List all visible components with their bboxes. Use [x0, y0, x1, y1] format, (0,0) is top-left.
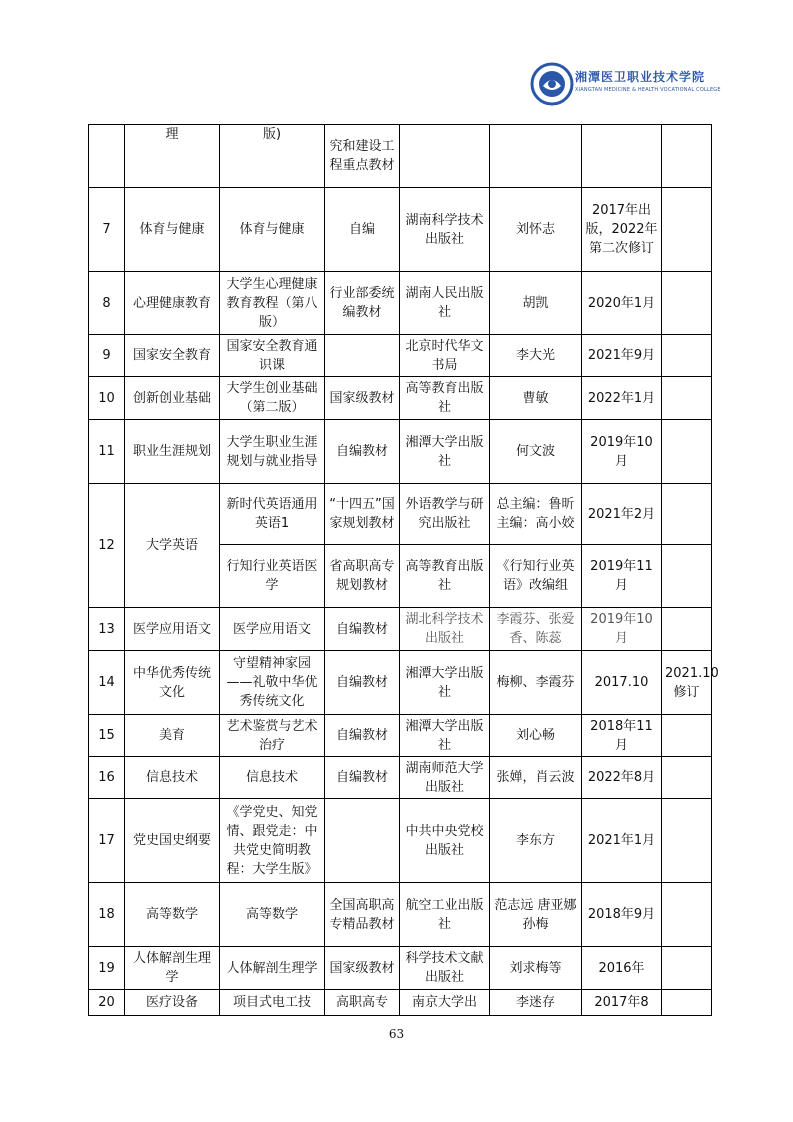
row-number: 10 — [89, 377, 125, 420]
textbook-type: 自编 — [325, 188, 400, 272]
publish-date: 2018年11月 — [582, 715, 662, 757]
note — [662, 545, 712, 608]
publish-date: 2021年2月 — [582, 484, 662, 545]
publish-date — [582, 125, 662, 188]
publish-date: 2021年1月 — [582, 799, 662, 883]
table-row — [89, 608, 712, 651]
row-number: 14 — [89, 651, 125, 715]
publisher: 湘潭大学出版社 — [400, 715, 490, 757]
textbook-name: 行知行业英语医学 — [220, 545, 325, 608]
publish-date: 2019年10月 — [582, 420, 662, 484]
course-name: 创新创业基础 — [125, 377, 220, 420]
textbook-name: 大学生心理健康教育教程（第八版） — [220, 272, 325, 335]
publisher: 高等教育出版社 — [400, 545, 490, 608]
publisher: 航空工业出版社 — [400, 883, 490, 947]
publisher: 湘潭大学出版社 — [400, 651, 490, 715]
textbook-name: 信息技术 — [220, 757, 325, 799]
course-name: 国家安全教育 — [125, 335, 220, 377]
note — [662, 947, 712, 990]
editor: 总主编：鲁昕 主编：高小姣 — [490, 484, 582, 545]
publisher: 湖南人民出版社 — [400, 272, 490, 335]
row-number: 8 — [89, 272, 125, 335]
publisher: 外语教学与研究出版社 — [400, 484, 490, 545]
publisher — [400, 125, 490, 188]
textbook-name: 大学生职业生涯规划与就业指导 — [220, 420, 325, 484]
row-number: 12 — [89, 484, 125, 608]
page-number: 63 — [388, 1027, 405, 1041]
editor: 李霞芬、张爱香、陈蕊 — [490, 608, 582, 651]
table-row — [89, 651, 712, 715]
course-name: 高等数学 — [125, 883, 220, 947]
editor: 刘怀志 — [490, 188, 582, 272]
textbook-type: 省高职高专规划教材 — [325, 545, 400, 608]
publish-date: 2018年9月 — [582, 883, 662, 947]
publish-date: 2021年9月 — [582, 335, 662, 377]
note — [662, 990, 712, 1016]
table-row — [89, 715, 712, 757]
textbook-name: 大学生创业基础（第二版） — [220, 377, 325, 420]
course-name: 中华优秀传统文化 — [125, 651, 220, 715]
textbook-name: 高等数学 — [220, 883, 325, 947]
editor: 李迷存 — [490, 990, 582, 1016]
editor: 何文波 — [490, 420, 582, 484]
publish-date: 2022年1月 — [582, 377, 662, 420]
editor: 张婵，肖云波 — [490, 757, 582, 799]
table-row — [89, 335, 712, 377]
note — [662, 757, 712, 799]
note — [662, 335, 712, 377]
row-number: 11 — [89, 420, 125, 484]
textbook-name: 新时代英语通用英语1 — [220, 484, 325, 545]
textbook-name: 项目式电工技 — [220, 990, 325, 1016]
table-row — [89, 125, 712, 188]
publisher: 高等教育出版社 — [400, 377, 490, 420]
publisher: 北京时代华文书局 — [400, 335, 490, 377]
course-name: 职业生涯规划 — [125, 420, 220, 484]
publish-date: 2022年8月 — [582, 757, 662, 799]
row-number: 17 — [89, 799, 125, 883]
publish-date: 2017.10 — [582, 651, 662, 715]
publisher: 中共中央党校出版社 — [400, 799, 490, 883]
note — [662, 883, 712, 947]
course-name: 理 — [125, 125, 220, 188]
publish-date: 2017年8 — [582, 990, 662, 1016]
note — [662, 125, 712, 188]
course-name: 党史国史纲要 — [125, 799, 220, 883]
textbook-name: 体育与健康 — [220, 188, 325, 272]
note — [662, 272, 712, 335]
table-row — [89, 377, 712, 420]
table-row — [89, 799, 712, 883]
textbook-type: 全国高职高专精品教材 — [325, 883, 400, 947]
table-row — [89, 484, 712, 545]
row-number: 16 — [89, 757, 125, 799]
editor: 刘心畅 — [490, 715, 582, 757]
textbook-type: 自编教材 — [325, 757, 400, 799]
college-name-en: XIANGTAN MEDICINE & HEALTH VOCATIONAL COLLEGE — [575, 87, 721, 93]
editor — [490, 125, 582, 188]
course-name: 美育 — [125, 715, 220, 757]
textbook-type: 高职高专 — [325, 990, 400, 1016]
row-number: 9 — [89, 335, 125, 377]
textbook-type: 行业部委统编教材 — [325, 272, 400, 335]
course-name: 大学英语 — [125, 484, 220, 608]
course-name: 人体解剖生理学 — [125, 947, 220, 990]
row-number: 20 — [89, 990, 125, 1016]
course-name: 心理健康教育 — [125, 272, 220, 335]
table-row — [89, 420, 712, 484]
table-row — [89, 990, 712, 1016]
publisher: 湖南师范大学出版社 — [400, 757, 490, 799]
textbook-name: 《学党史、知党情、跟党走：中共党史简明教程：大学生版》 — [220, 799, 325, 883]
note — [662, 608, 712, 651]
course-name: 信息技术 — [125, 757, 220, 799]
table-row — [89, 883, 712, 947]
row-number: 19 — [89, 947, 125, 990]
editor: 曹敏 — [490, 377, 582, 420]
note — [662, 484, 712, 545]
publish-date: 2016年 — [582, 947, 662, 990]
publisher: 湘潭大学出版社 — [400, 420, 490, 484]
college-name: 湘潭医卫职业技术学院 — [575, 70, 706, 84]
table-row — [89, 188, 712, 272]
editor: 《行知行业英语》改编组 — [490, 545, 582, 608]
editor: 李大光 — [490, 335, 582, 377]
editor: 梅柳、李霞芬 — [490, 651, 582, 715]
row-number: 18 — [89, 883, 125, 947]
table-row — [89, 757, 712, 799]
course-name: 医学应用语文 — [125, 608, 220, 651]
publish-date: 2020年1月 — [582, 272, 662, 335]
note: 2021.10修订 — [662, 651, 712, 715]
table-row — [89, 947, 712, 990]
textbook-name: 国家安全教育通识课 — [220, 335, 325, 377]
editor: 李东方 — [490, 799, 582, 883]
textbook-type: “十四五”国家规划教材 — [325, 484, 400, 545]
table-row — [89, 272, 712, 335]
row-number: 15 — [89, 715, 125, 757]
textbook-table — [88, 124, 719, 1016]
textbook-type — [325, 335, 400, 377]
textbook-name: 守望精神家园——礼敬中华优秀传统文化 — [220, 651, 325, 715]
textbook-type: 自编教材 — [325, 608, 400, 651]
publisher: 湖南科学技术出版社 — [400, 188, 490, 272]
row-number: 7 — [89, 188, 125, 272]
textbook-type: 自编教材 — [325, 715, 400, 757]
textbook-type: 自编教材 — [325, 651, 400, 715]
note — [662, 420, 712, 484]
publisher: 科学技术文献出版社 — [400, 947, 490, 990]
editor: 胡凯 — [490, 272, 582, 335]
note — [662, 188, 712, 272]
course-name: 医疗设备 — [125, 990, 220, 1016]
textbook-type: 自编教材 — [325, 420, 400, 484]
note — [662, 715, 712, 757]
course-name: 体育与健康 — [125, 188, 220, 272]
row-number — [89, 125, 125, 188]
row-number: 13 — [89, 608, 125, 651]
publisher: 湖北科学技术出版社 — [400, 608, 490, 651]
textbook-type: 国家级教材 — [325, 377, 400, 420]
textbook-name: 人体解剖生理学 — [220, 947, 325, 990]
textbook-type: 国家级教材 — [325, 947, 400, 990]
publish-date: 2019年11月 — [582, 545, 662, 608]
textbook-type — [325, 799, 400, 883]
textbook-name: 医学应用语文 — [220, 608, 325, 651]
note — [662, 799, 712, 883]
textbook-name: 艺术鉴赏与艺术治疗 — [220, 715, 325, 757]
note — [662, 377, 712, 420]
publisher: 南京大学出 — [400, 990, 490, 1016]
textbook-type: 究和建设工程重点教材 — [325, 125, 400, 188]
editor: 范志远 唐亚娜孙梅 — [490, 883, 582, 947]
editor: 刘求梅等 — [490, 947, 582, 990]
publish-date: 2019年10月 — [582, 608, 662, 651]
publish-date: 2017年出版，2022年第二次修订 — [582, 188, 662, 272]
textbook-name: 版) — [220, 125, 325, 188]
